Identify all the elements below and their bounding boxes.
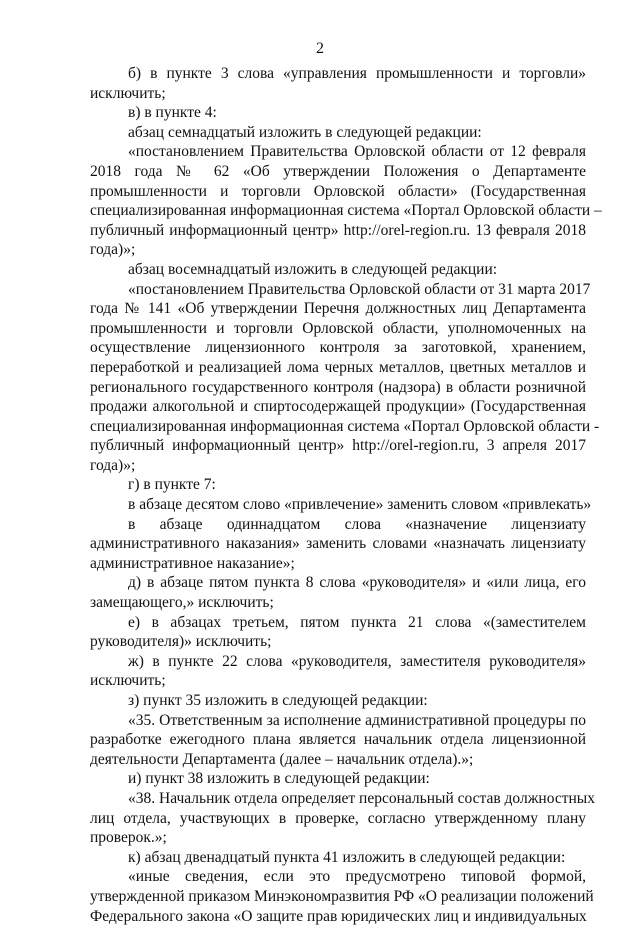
text-line: специализированная информационная система «Портал Орловской области – — [90, 202, 602, 220]
text-line: года)»; — [90, 241, 136, 259]
text-line: регионального государственного контроля (надзора) в области розничной — [90, 378, 586, 396]
document-body — [90, 64, 602, 926]
text-line: «38. Начальник отдела определяет персональный состав должностных — [128, 789, 595, 807]
text-line: «35. Ответственным за исполнение административной процедуры по — [128, 711, 586, 729]
text-line: исключить; — [90, 672, 166, 690]
text-line: б) в пункте 3 слова «управления промышленности и торговли» — [128, 65, 586, 82]
text-line: административного наказания» заменить словами «назначать лицензиату — [90, 535, 586, 553]
text-line: лиц отдела, участвующих в проверке, согласно утвержденному плану — [90, 809, 586, 827]
text-line: года)»; — [90, 456, 136, 474]
text-line: руководителя)» исключить; — [90, 633, 272, 651]
text-line: в) в пункте 4: — [128, 104, 217, 122]
text-line: ж) в пункте 22 слова «руководителя, заместителя руководителя» — [128, 652, 586, 670]
text-line: Федерального закона «О защите прав юридических лиц и индивидуальных — [90, 907, 587, 925]
text-line: переработкой и реализацией лома черных металлов, цветных металлов и — [90, 358, 586, 376]
text-line: в абзаце одиннадцатом слова «назначение лицензиату — [128, 515, 586, 533]
page-number: 2 — [316, 40, 324, 57]
text-line: е) в абзацах третьем, пятом пункта 21 слова «(заместителем — [128, 613, 586, 631]
text-line: разработке ежегодного плана является начальник отдела лицензионной — [90, 731, 586, 749]
text-line: в абзаце десятом слово «привлечение» заменить словом «привлекать» — [128, 496, 592, 514]
text-line: 2018 года № 62 «Об утверждении Положения о Департаменте — [90, 162, 586, 180]
text-line: д) в абзаце пятом пункта 8 слова «руководителя» и «или лица, его — [128, 574, 586, 592]
text-line: осуществление лицензионного контроля за заготовкой, хранением, — [90, 339, 586, 357]
text-line: деятельности Департамента (далее – начальник отдела).»; — [90, 750, 474, 768]
text-line: абзац семнадцатый изложить в следующей редакции: — [128, 123, 482, 141]
text-line: промышленности и торговли Орловской области» (Государственная — [90, 182, 586, 200]
text-line: «постановлением Правительства Орловской области от 12 февраля — [128, 143, 586, 161]
text-line: исключить; — [90, 84, 166, 102]
text-line: публичный информационный центр» http://orel-region.ru, 3 апреля 2017 — [90, 437, 586, 455]
text-line: к) абзац двенадцатый пункта 41 изложить в следующей редакции: — [128, 848, 566, 866]
text-line: замещающего,» исключить; — [90, 594, 274, 612]
text-line: «иные сведения, если это предусмотрено типовой формой, — [128, 868, 586, 886]
text-line: и) пункт 38 изложить в следующей редакции: — [128, 770, 430, 788]
text-line: г) в пункте 7: — [128, 476, 216, 494]
text-line: з) пункт 35 изложить в следующей редакции: — [128, 692, 428, 709]
text-line: административное наказание»; — [90, 554, 295, 572]
text-line: публичный информационный центр» http://orel-region.ru. 13 февраля 2018 — [90, 221, 586, 239]
text-line: утвержденной приказом Минэкономразвития РФ «О реализации положений — [90, 887, 594, 905]
text-line: специализированная информационная система «Портал Орловской области - — [90, 417, 600, 435]
text-line: года № 141 «Об утверждении Перечня должностных лиц Департамента — [90, 300, 586, 318]
text-line: проверок.»; — [90, 829, 167, 847]
text-line: продажи алкогольной и спиртосодержащей продукции» (Государственная — [90, 398, 586, 416]
text-line: промышленности и торговли Орловской области, уполномоченных на — [90, 319, 586, 337]
text-line: «постановлением Правительства Орловской области от 31 марта 2017 — [128, 280, 591, 298]
text-line: абзац восемнадцатый изложить в следующей редакции: — [128, 260, 498, 278]
